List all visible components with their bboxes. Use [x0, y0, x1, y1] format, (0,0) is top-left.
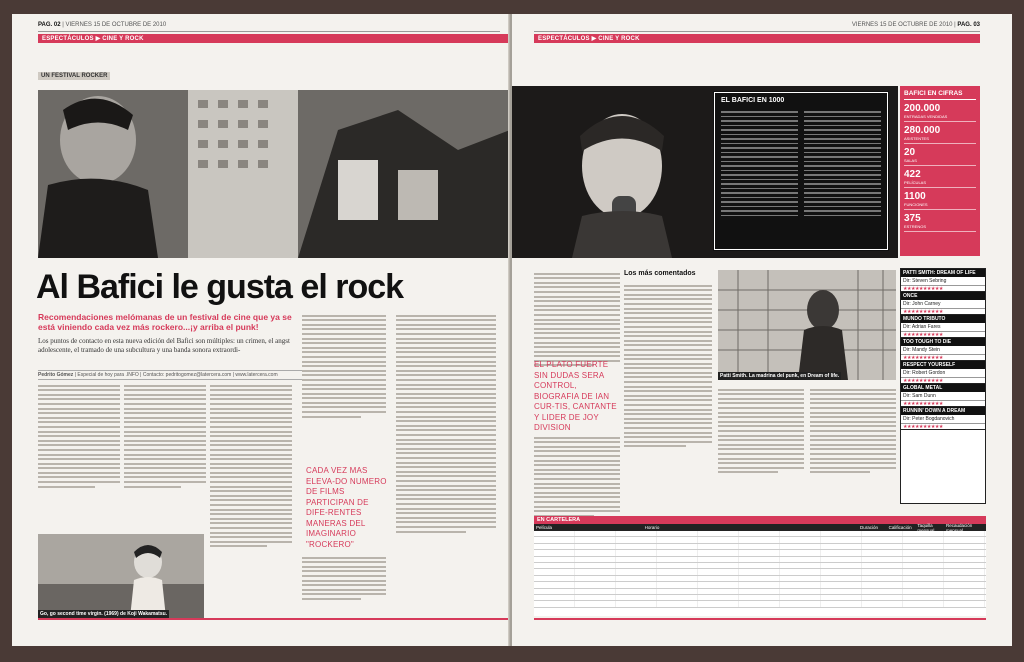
body-col-1 [38, 382, 120, 530]
singer-photo-art [512, 86, 712, 258]
left-footer-rule [38, 618, 510, 620]
stats-title: BAFICI EN CIFRAS [904, 90, 976, 100]
right-folio: VIERNES 15 DE OCTUBRE DE 2010 | PAG. 03 [851, 22, 980, 28]
byline: Pedrito Gómez | Especial de hoy para .INFO | Contacto: pedritogomez@latercera.com | www.latercera.com [38, 370, 308, 380]
cartelera-table [534, 516, 986, 616]
film-entry: GLOBAL METAL Dir: Sam Dunn ★★★★★★★★★★ [901, 384, 985, 407]
film-entry: ONCE Dir: John Carney ★★★★★★★★★★ [901, 292, 985, 315]
stat-item: 375 ESTRENOS [904, 213, 976, 232]
right-body-col-3 [718, 386, 804, 512]
right-pull-quote: EL PLATO FUERTE SIN DUDAS SERA CONTROL, BIOGRAFIA DE IAN CUR-TIS, CANTANTE Y LIDER DE JOY DIVISION [534, 360, 617, 432]
bottom-photo-art [38, 534, 204, 618]
hero-photo-art [38, 90, 510, 258]
hero-photo-left [38, 90, 510, 258]
bafici-1000-box [714, 92, 888, 250]
film-entry: TOO TOUGH TO DIE Dir: Mandy Stein ★★★★★★★★★★ [901, 338, 985, 361]
body-col-4 [302, 312, 386, 460]
patti-photo-art [718, 270, 896, 380]
body-col-3 [210, 382, 292, 612]
bottom-photo-left [38, 534, 204, 618]
stat-item: 200.000 ENTRADAS VENDIDAS [904, 103, 976, 122]
stat-item: 422 PELÍCULAS [904, 169, 976, 188]
right-body-col-2 [624, 282, 712, 514]
right-body-col-4 [810, 386, 896, 512]
cartelera-title: EN CARTELERA [534, 516, 986, 524]
film-entry: PATTI SMITH: DREAM OF LIFE Dir: Steven Sebring ★★★★★★★★★★ [901, 269, 985, 292]
left-photo-caption: Go, go second time virgin. (1969) de Koji Wakamatsu. [40, 611, 168, 617]
section-head-comentados: Los más comentados [624, 270, 696, 277]
patti-smith-photo [718, 270, 896, 380]
headline: Al Bafici le gusta el rock [36, 268, 404, 306]
right-page [512, 14, 1012, 646]
right-footer-rule [534, 618, 986, 620]
table-row [534, 601, 986, 607]
body-col-4b [302, 554, 386, 618]
left-folio: PAG. 02 | VIERNES 15 DE OCTUBRE DE 2010 [38, 22, 167, 28]
intro-text: Los puntos de contacto en esta nueva edición del Bafici son múltiples: un crimen, el angst adolescente, el tramado de una subcultura y una banda sonora extraordi- [38, 337, 290, 354]
film-entry: MUNDO TRIBUTO Dir: Adrian Fares ★★★★★★★★★★ [901, 315, 985, 338]
body-col-5 [396, 312, 496, 618]
festival-label: UN FESTIVAL ROCKER [38, 72, 110, 80]
stat-item: 1100 FUNCIONES [904, 191, 976, 210]
right-section-bar: ESPECTÁCULOS ▶ CINE Y ROCK [534, 34, 980, 43]
body-col-2 [124, 382, 206, 530]
bafici-stats-box [900, 86, 980, 256]
bafici-1000-title: EL BAFICI EN 1000 [721, 97, 785, 104]
cartelera-header-row: Película Horario Duración Calificación Taquilla mensual Recaudación mensual [534, 524, 986, 531]
hero-photo-right [512, 86, 898, 258]
subhead: Recomendaciones melómanas de un festival de cine que ya se está viniendo cada vez más rockero...¡y arriba el punk! [38, 312, 292, 332]
film-entry: RUNNIN' DOWN A DREAM Dir: Peter Bogdanovich ★★★★★★★★★★ [901, 407, 985, 430]
stat-item: 280.000 ASISTENTES [904, 125, 976, 144]
right-photo-caption: Patti Smith. La madrina del punk, en Dream of life. [720, 373, 840, 379]
left-page [12, 14, 510, 646]
stat-item: 20 SALAS [904, 147, 976, 166]
left-section-bar: ESPECTÁCULOS ▶ CINE Y ROCK [38, 34, 510, 43]
films-ratings-box [900, 268, 986, 504]
film-entry: RESPECT YOURSELF Dir: Robert Gordon ★★★★★★★★★★ [901, 361, 985, 384]
left-pull-quote: CADA VEZ MAS ELEVA-DO NUMERO DE FILMS PARTICIPAN DE DIFE-RENTES MANERAS DEL IMAGINARIO "ROCKERO" [306, 466, 387, 549]
